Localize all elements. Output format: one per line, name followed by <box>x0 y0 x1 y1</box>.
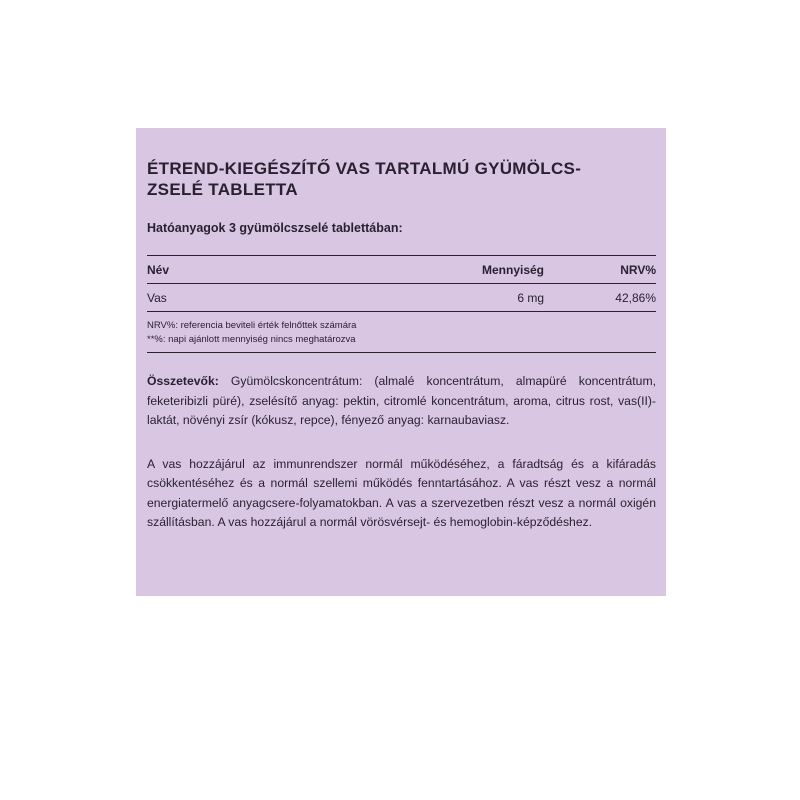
column-header-quantity: Mennyiség <box>482 262 545 277</box>
product-title-line-1: ÉTREND-KIEGÉSZÍTŐ VAS TARTALMÚ GYÜMÖLCS- <box>147 159 582 178</box>
active-ingredients-table <box>147 255 656 312</box>
table-body <box>147 284 656 312</box>
active-ingredients-heading: Hatóanyagok 3 gyümölcszselé tablettában: <box>147 221 403 235</box>
footnote-no-recommendation: **%: napi ajánlott mennyiség nincs meghatározva <box>147 333 356 345</box>
cell-name: Vas <box>147 290 167 305</box>
footnote-nrv: NRV%: referencia beviteli érték felnőttek számára <box>147 320 357 331</box>
product-title <box>147 158 656 200</box>
product-title-line-2: ZSELÉ TABLETTA <box>147 180 298 199</box>
cell-quantity: 6 mg <box>517 290 545 305</box>
table-header-row <box>147 256 656 284</box>
cell-nrv: 42,86% <box>615 290 656 305</box>
ingredients-paragraph <box>147 372 656 431</box>
ingredients-label: Összetevők: <box>147 374 219 388</box>
product-label-card <box>136 128 666 596</box>
column-header-name: Név <box>147 262 170 277</box>
ingredients-text: Gyümölcskoncentrátum: (almalé koncentrátum, almapüré koncentrátum, feketeribizli püré), zselésítő anyag: pektin, citromlé koncentrátum, aroma, citrus rost, vas(II)-laktát, növényi zsír (kókusz, repce), fényező anyag: karnaubaviasz. <box>147 374 656 427</box>
table-footnotes <box>147 312 656 353</box>
table-row <box>147 284 656 312</box>
health-claims-paragraph: A vas hozzájárul az immunrendszer normál működéséhez, a fáradtság és a kifáradás csökkentéséhez és a normál szellemi működés fenntartásához. A vas részt vesz a normál energiatermelő anyagcsere-folyamatokban. A vas a szervezetben részt vesz a normál oxigén szállításban. A vas hozzájárul a normál vörösvérsejt- és hemoglobin-képződéshez. <box>147 456 656 529</box>
column-header-nrv: NRV% <box>620 262 656 277</box>
table-header <box>147 256 656 284</box>
